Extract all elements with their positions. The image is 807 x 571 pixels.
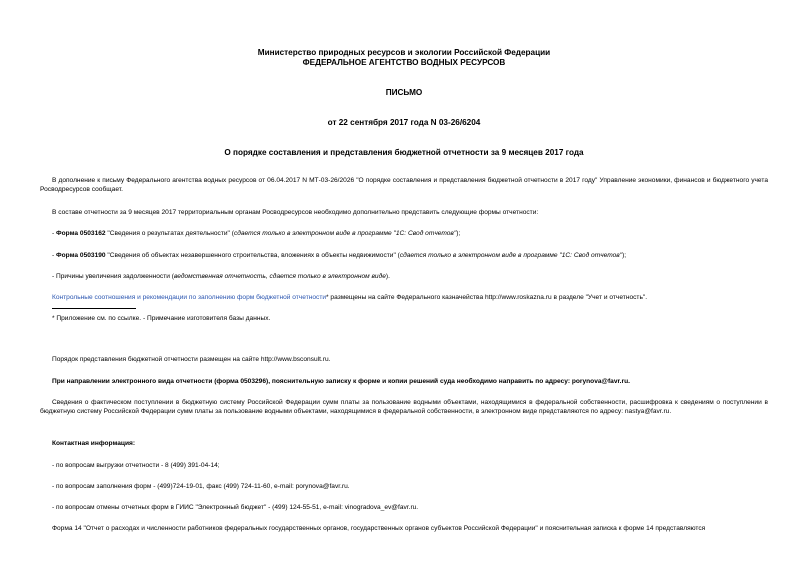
contact-2: - по вопросам заполнения форм - (499)724-19-01, факс (499) 724-11-60, e-mail: porynova@favr.ru. — [52, 483, 350, 490]
form-title: "Сведения о результатах деятельности" ( — [105, 230, 234, 237]
document-page — [40, 0, 768, 571]
form-item-0503162 — [52, 229, 768, 238]
form-item-debt-reasons — [52, 272, 768, 281]
control-ratios-link[interactable]: Контрольные соотношения и рекомендации по заполнению форм бюджетной отчетности — [52, 294, 327, 301]
form-end: ); — [456, 230, 461, 237]
contacts-title: Контактная информация: — [52, 440, 136, 447]
doc-type: ПИСЬМО — [385, 88, 423, 97]
paragraph-4: При направлении электронного вида отчетности (форма 0503296), пояснительную записку к форме и копии решений суда необходимо направить по адресу: porynova@favr.ru. — [52, 378, 630, 385]
paragraph-5: Сведения о фактическом поступлении в бюджетную систему Российской Федерации сумм платы за пользование водными объектами, находящимися в федеральной собственности, расшифровка к сведениям о поступлении в бюджетную систему Российской Федерации сумм платы за пользование водными объектами, находящимися в федеральной собственности, в электронном виде представляются по адресу: nastya@favr.ru. — [40, 399, 768, 416]
agency-name: ФЕДЕРАЛЬНОЕ АГЕНТСТВО ВОДНЫХ РЕСУРСОВ — [302, 58, 506, 67]
footnote: * Приложение см. по ссылке. - Примечание изготовителя базы данных. — [52, 315, 271, 322]
paragraph-2: В составе отчетности за 9 месяцев 2017 территориальным органам Росводресурсов необходимо дополнительно представить следующие формы отчетности: — [52, 209, 539, 216]
form-title: "Сведения об объектах незавершенного строительства, вложениях в объекты недвижимости" ( — [105, 252, 400, 259]
form-code: Форма 0503162 — [56, 230, 106, 237]
footnote-divider — [52, 308, 136, 309]
contact-1: - по вопросам выгрузки отчетности - 8 (499) 391-04-14; — [52, 462, 220, 469]
contact-3: - по вопросам отмены отчетных форм в ГИИС "Электронный бюджет" - (499) 124-55-51, e-mail: vinogradova_ev@favr.ru. — [52, 504, 419, 511]
control-ratios-paragraph — [52, 293, 768, 302]
form-item-0503190 — [52, 251, 768, 260]
form-code: Форма 0503190 — [56, 252, 106, 259]
ministry-name: Министерство природных ресурсов и экологии Российской Федерации — [257, 48, 551, 57]
doc-date-number: от 22 сентября 2017 года N 03-26/6204 — [327, 118, 481, 127]
form-note: сдается только в электронном виде в программе "1С: Свод отчетов" — [233, 230, 457, 237]
form-end: ). — [385, 273, 390, 280]
form-item-prefix: - — [52, 252, 57, 259]
form-end: ); — [622, 252, 627, 259]
doc-subject: О порядке составления и представления бюджетной отчетности за 9 месяцев 2017 года — [224, 148, 584, 157]
paragraph-1: В дополнение к письму Федерального агентства водных ресурсов от 06.04.2017 N МТ-03-26/2026 "О порядке составления и представления бюджетной отчетности в 2017 году" Управление экономики, финансов и бюджетного учета Росводресурсов сообщает. — [40, 177, 768, 194]
control-ratios-text: * размещены на сайте Федерального казначейства http://www.roskazna.ru в разделе "Учет и отчетность". — [326, 294, 648, 301]
form-note: сдается только в электронном виде в программе "1С: Свод отчетов" — [399, 252, 623, 259]
form-item-prefix: - — [52, 230, 57, 237]
paragraph-6: Форма 14 "Отчет о расходах и численности работников федеральных государственных органов, государственных органов субъектов Российской Федерации" и пояснительная записка к форме 14 представляются — [52, 525, 706, 532]
form-title: - Причины увеличения задолженности ( — [52, 273, 174, 280]
form-note: ведомственная отчетность, сдается только в электронном виде — [173, 273, 386, 280]
paragraph-3: Порядок представления бюджетной отчетности размещен на сайте http://www.bsconsult.ru. — [52, 356, 331, 363]
